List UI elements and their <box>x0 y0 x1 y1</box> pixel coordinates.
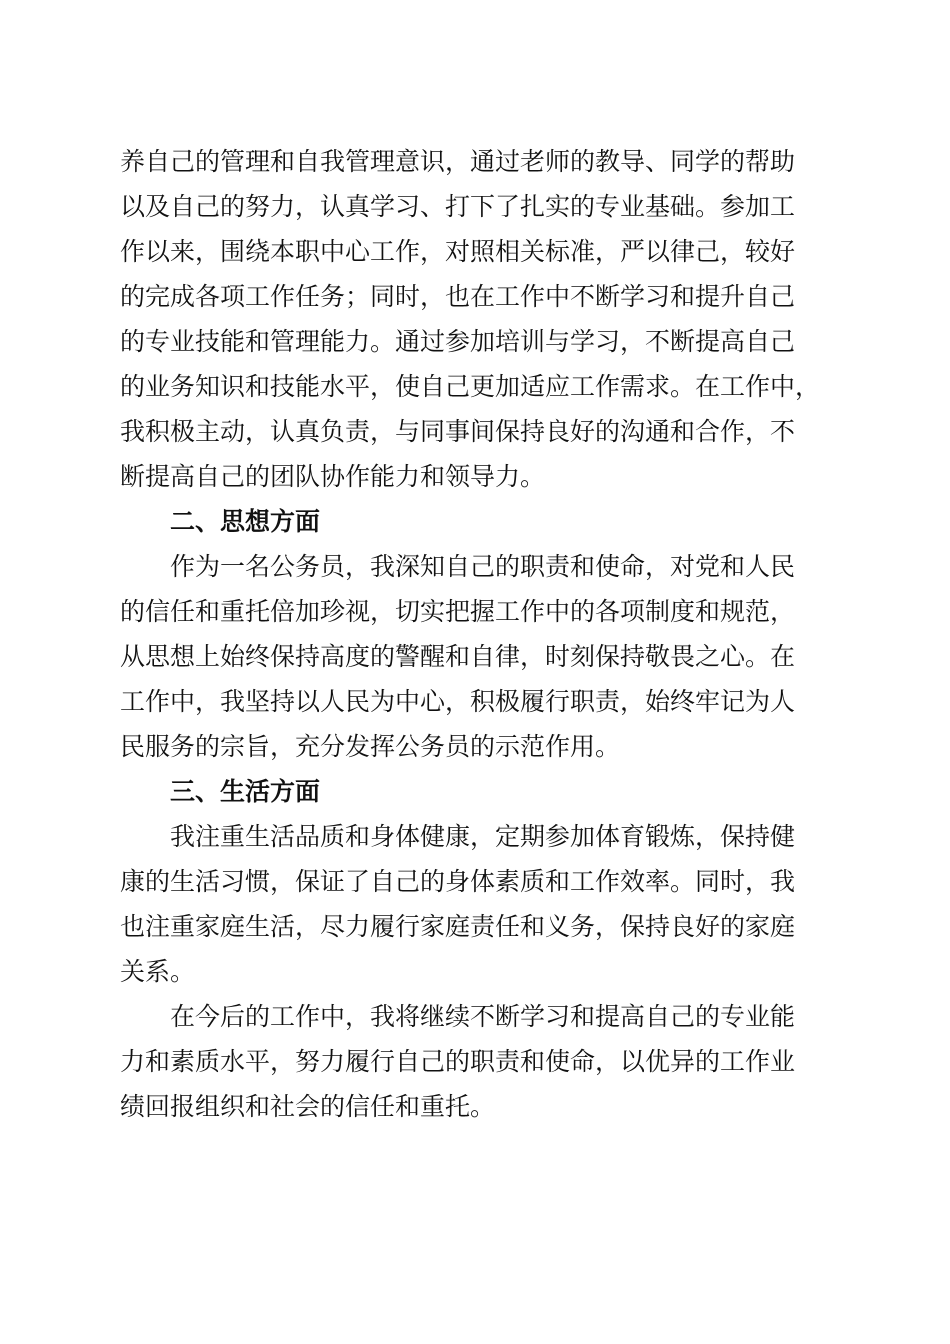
para3-line: 我注重生活品质和身体健康，定期参加体育锻炼，保持健 <box>170 822 796 851</box>
para1-line: 的专业技能和管理能力。通过参加培训与学习，不断提高自己 <box>120 327 796 356</box>
para1-line: 的业务知识和技能水平，使自己更加适应工作需求。在工作中， <box>120 372 821 401</box>
para1-line: 养自己的管理和自我管理意识，通过老师的教导、同学的帮助 <box>120 147 796 176</box>
para2-line: 从思想上始终保持高度的警醒和自律，时刻保持敬畏之心。在 <box>120 642 796 671</box>
para4-line: 力和素质水平，努力履行自己的职责和使命，以优异的工作业 <box>120 1047 796 1076</box>
para1-line: 作以来，围绕本职中心工作，对照相关标准，严以律己，较好 <box>120 237 796 266</box>
section-heading-life: 三、生活方面 <box>170 777 321 806</box>
para2-line: 作为一名公务员，我深知自己的职责和使命，对党和人民 <box>170 552 796 581</box>
para2-line: 的信任和重托倍加珍视，切实把握工作中的各项制度和规范， <box>120 597 796 626</box>
para2-line: 工作中，我坚持以人民为中心，积极履行职责，始终牢记为人 <box>120 687 796 716</box>
para3-line: 康的生活习惯，保证了自己的身体素质和工作效率。同时，我 <box>120 867 796 896</box>
para1-line: 的完成各项工作任务；同时，也在工作中不断学习和提升自己 <box>120 282 796 311</box>
para4-line: 绩回报组织和社会的信任和重托。 <box>120 1092 496 1121</box>
para1-line: 我积极主动，认真负责，与同事间保持良好的沟通和合作，不 <box>120 417 796 446</box>
section-heading-thought: 二、思想方面 <box>170 507 321 536</box>
para1-line: 断提高自己的团队协作能力和领导力。 <box>120 462 546 491</box>
para2-line: 民服务的宗旨，充分发挥公务员的示范作用。 <box>120 732 621 761</box>
para1-line: 以及自己的努力，认真学习、打下了扎实的专业基础。参加工 <box>120 192 796 221</box>
para3-line: 也注重家庭生活，尽力履行家庭责任和义务，保持良好的家庭 <box>120 912 796 941</box>
para3-line: 关系。 <box>120 957 196 986</box>
para4-line: 在今后的工作中，我将继续不断学习和提高自己的专业能 <box>170 1002 796 1031</box>
